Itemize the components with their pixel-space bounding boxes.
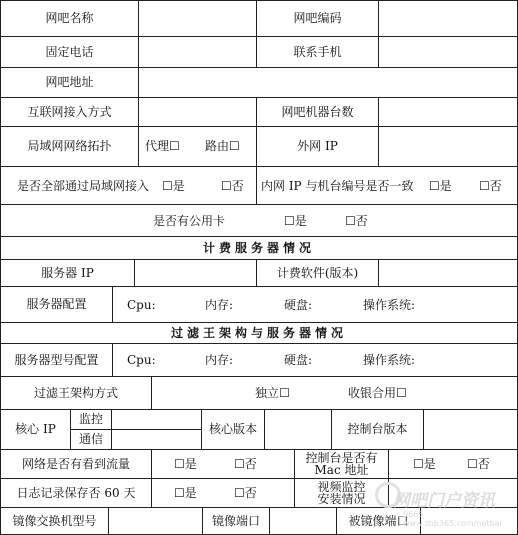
memory-label: 内存: bbox=[205, 298, 234, 312]
cpu-label: Cpu: bbox=[127, 298, 156, 312]
traffic-yes-checkbox[interactable]: ☐是 bbox=[174, 457, 197, 471]
router-checkbox[interactable]: 路由☐ bbox=[205, 139, 240, 153]
filter-server-section-title: 过滤王架构与服务器情况 bbox=[0, 322, 518, 344]
netbar-code-field[interactable] bbox=[378, 0, 518, 37]
server-model-field[interactable] bbox=[112, 343, 518, 377]
server-ip-label: 服务器 IP bbox=[0, 259, 135, 287]
ip-match-yes-checkbox[interactable]: ☐是 bbox=[429, 179, 452, 193]
comm-label: 通信 bbox=[70, 429, 112, 450]
ip-match-row bbox=[256, 166, 518, 205]
traffic-no-checkbox[interactable]: ☐否 bbox=[234, 457, 257, 471]
watermark-subtext: 9665 www.zbb365.com/netbar bbox=[403, 510, 503, 528]
ip-match-label: 内网 IP 与机台编号是否一致 bbox=[261, 179, 414, 193]
external-ip-field[interactable] bbox=[378, 126, 518, 167]
cashier-combined-checkbox[interactable]: 收银合用☐ bbox=[348, 386, 407, 400]
proxy-checkbox[interactable]: 代理☐ bbox=[145, 139, 180, 153]
console-mac-no-checkbox[interactable]: ☐否 bbox=[467, 457, 490, 471]
topology-label: 局域网网络拓扑 bbox=[0, 126, 139, 167]
phone-label: 固定电话 bbox=[0, 36, 139, 68]
watermark-text: 网吧门户资讯 bbox=[393, 491, 495, 511]
traffic-label: 网络是否有看到流量 bbox=[0, 449, 152, 479]
console-version-label: 控制台版本 bbox=[331, 409, 424, 450]
mirror-port-field[interactable] bbox=[269, 507, 337, 535]
mirror-port-label: 镜像端口 bbox=[202, 507, 270, 535]
netbar-name-label: 网吧名称 bbox=[0, 0, 139, 37]
filter-mode-label: 过滤王架构方式 bbox=[0, 376, 152, 410]
server-config-field[interactable] bbox=[112, 286, 518, 323]
public-card-no-checkbox[interactable]: ☐否 bbox=[345, 214, 368, 228]
mirrored-port-field[interactable] bbox=[420, 507, 518, 535]
netbar-code-label: 网吧编码 bbox=[256, 0, 379, 37]
server-config-label: 服务器配置 bbox=[0, 286, 113, 323]
mirror-switch-field[interactable] bbox=[108, 507, 203, 535]
disk-label: 硬盘: bbox=[284, 298, 313, 312]
ip-match-no-checkbox[interactable]: ☐否 bbox=[479, 179, 502, 193]
public-card-label: 是否有公用卡 bbox=[153, 214, 226, 228]
access-field[interactable] bbox=[138, 97, 257, 127]
os-label: 操作系统: bbox=[363, 353, 416, 367]
mobile-label: 联系手机 bbox=[256, 36, 379, 68]
machines-label: 网吧机器台数 bbox=[256, 97, 379, 127]
comm-ip-field[interactable] bbox=[111, 429, 202, 450]
monitor-label: 监控 bbox=[70, 409, 112, 430]
billing-software-field[interactable] bbox=[378, 259, 518, 287]
topology-options bbox=[138, 126, 257, 167]
filter-mode-options bbox=[151, 376, 518, 410]
video-monitor-label: 视频监控 安装情况 bbox=[294, 478, 389, 508]
log-no-checkbox[interactable]: ☐否 bbox=[234, 486, 257, 500]
console-mac-yes-checkbox[interactable]: ☐是 bbox=[413, 457, 436, 471]
core-version-label: 核心版本 bbox=[201, 409, 265, 450]
all-lan-label: 是否全部通过局域网接入 bbox=[17, 179, 150, 193]
netbar-name-field[interactable] bbox=[138, 0, 257, 37]
core-ip-label: 核心 IP bbox=[0, 409, 71, 450]
mobile-field[interactable] bbox=[378, 36, 518, 68]
core-version-field[interactable] bbox=[264, 409, 332, 450]
traffic-options bbox=[151, 449, 295, 479]
external-ip-label: 外网 IP bbox=[256, 126, 379, 167]
public-card-row bbox=[0, 204, 518, 237]
machines-field[interactable] bbox=[378, 97, 518, 127]
server-model-label: 服务器型号配置 bbox=[0, 343, 113, 377]
standalone-checkbox[interactable]: 独立☐ bbox=[255, 386, 290, 400]
log-yes-checkbox[interactable]: ☐是 bbox=[174, 486, 197, 500]
log-60-days-options bbox=[151, 478, 295, 508]
all-lan-row bbox=[0, 166, 257, 205]
console-mac-options bbox=[388, 449, 518, 479]
disk-label: 硬盘: bbox=[284, 353, 313, 367]
console-version-field[interactable] bbox=[423, 409, 518, 450]
address-label: 网吧地址 bbox=[0, 67, 139, 98]
mirrored-port-label: 被镜像端口 bbox=[336, 507, 421, 535]
console-mac-label: 控制台是否有 Mac 地址 bbox=[294, 449, 389, 479]
server-ip-field[interactable] bbox=[134, 259, 257, 287]
all-lan-yes-checkbox[interactable]: ☐是 bbox=[162, 179, 185, 193]
all-lan-no-checkbox[interactable]: ☐否 bbox=[221, 179, 244, 193]
video-monitor-field[interactable] bbox=[388, 478, 518, 508]
mirror-switch-label: 镜像交换机型号 bbox=[0, 507, 109, 535]
memory-label: 内存: bbox=[205, 353, 234, 367]
os-label: 操作系统: bbox=[363, 298, 416, 312]
monitor-ip-field[interactable] bbox=[111, 409, 202, 430]
billing-server-section-title: 计费服务器情况 bbox=[0, 236, 518, 260]
address-field[interactable] bbox=[138, 67, 518, 98]
cpu-label: Cpu: bbox=[127, 353, 156, 367]
log-60-days-label: 日志记录保存否 60 天 bbox=[0, 478, 152, 508]
access-label: 互联网接入方式 bbox=[0, 97, 139, 127]
public-card-yes-checkbox[interactable]: ☐是 bbox=[284, 214, 307, 228]
billing-software-label: 计费软件(版本) bbox=[256, 259, 379, 287]
phone-field[interactable] bbox=[138, 36, 257, 68]
